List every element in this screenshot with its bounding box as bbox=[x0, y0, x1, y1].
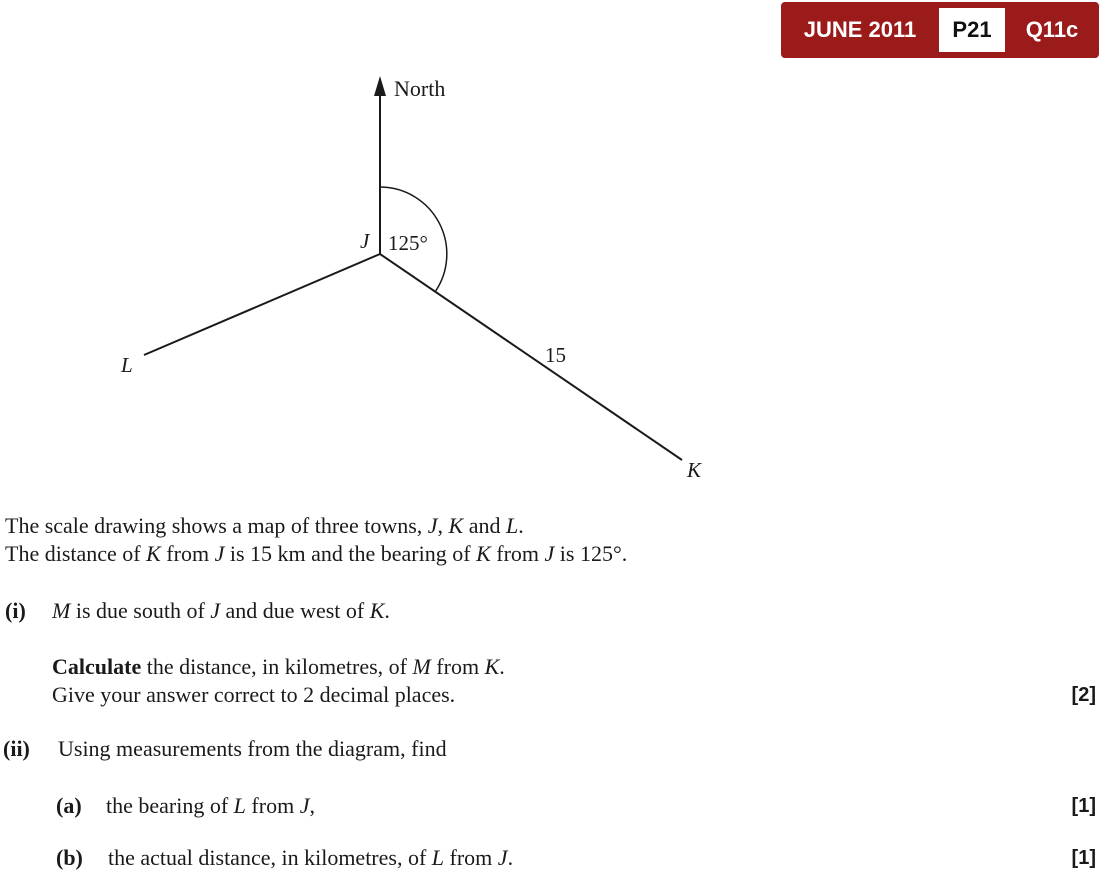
part-ii-statement: Using measurements from the diagram, find bbox=[58, 736, 447, 761]
part-ii-a-label: (a) bbox=[56, 793, 82, 818]
exam-date: JUNE 2011 bbox=[803, 17, 917, 42]
part-ii-b-text: the actual distance, in kilometres, of L from J. bbox=[108, 845, 514, 870]
line-jk bbox=[380, 254, 682, 460]
part-i-marks: [2] bbox=[1071, 684, 1096, 706]
part-ii-b-marks: [1] bbox=[1071, 847, 1096, 869]
part-i-statement: M is due south of J and due west of K. bbox=[52, 598, 390, 623]
part-ii-number: (ii) bbox=[3, 736, 30, 761]
intro-line-1: The scale drawing shows a map of three towns, J, K and L. bbox=[5, 513, 524, 538]
part-i-calculate: Calculate the distance, in kilometres, of M from K. bbox=[52, 654, 505, 679]
distance-label: 15 bbox=[545, 343, 566, 367]
angle-label: 125° bbox=[388, 231, 428, 255]
part-i-instruction: Give your answer correct to 2 decimal places. bbox=[52, 682, 456, 707]
part-ii-b-label: (b) bbox=[56, 845, 83, 870]
north-arrow-icon bbox=[374, 76, 386, 96]
part-ii-a-marks: [1] bbox=[1071, 795, 1096, 817]
paper-number: P21 bbox=[939, 8, 1005, 52]
part-ii-a-text: the bearing of L from J, bbox=[106, 793, 315, 818]
intro-line-2: The distance of K from J is 15 km and the bearing of K from J is 125°. bbox=[5, 541, 628, 566]
part-i-number: (i) bbox=[5, 598, 26, 623]
point-j-label: J bbox=[360, 229, 370, 253]
north-label: North bbox=[394, 76, 446, 101]
point-k-label: K bbox=[687, 458, 702, 482]
point-l-label: L bbox=[121, 353, 133, 377]
question-number: Q11c bbox=[1025, 17, 1079, 42]
line-jl bbox=[144, 254, 380, 355]
